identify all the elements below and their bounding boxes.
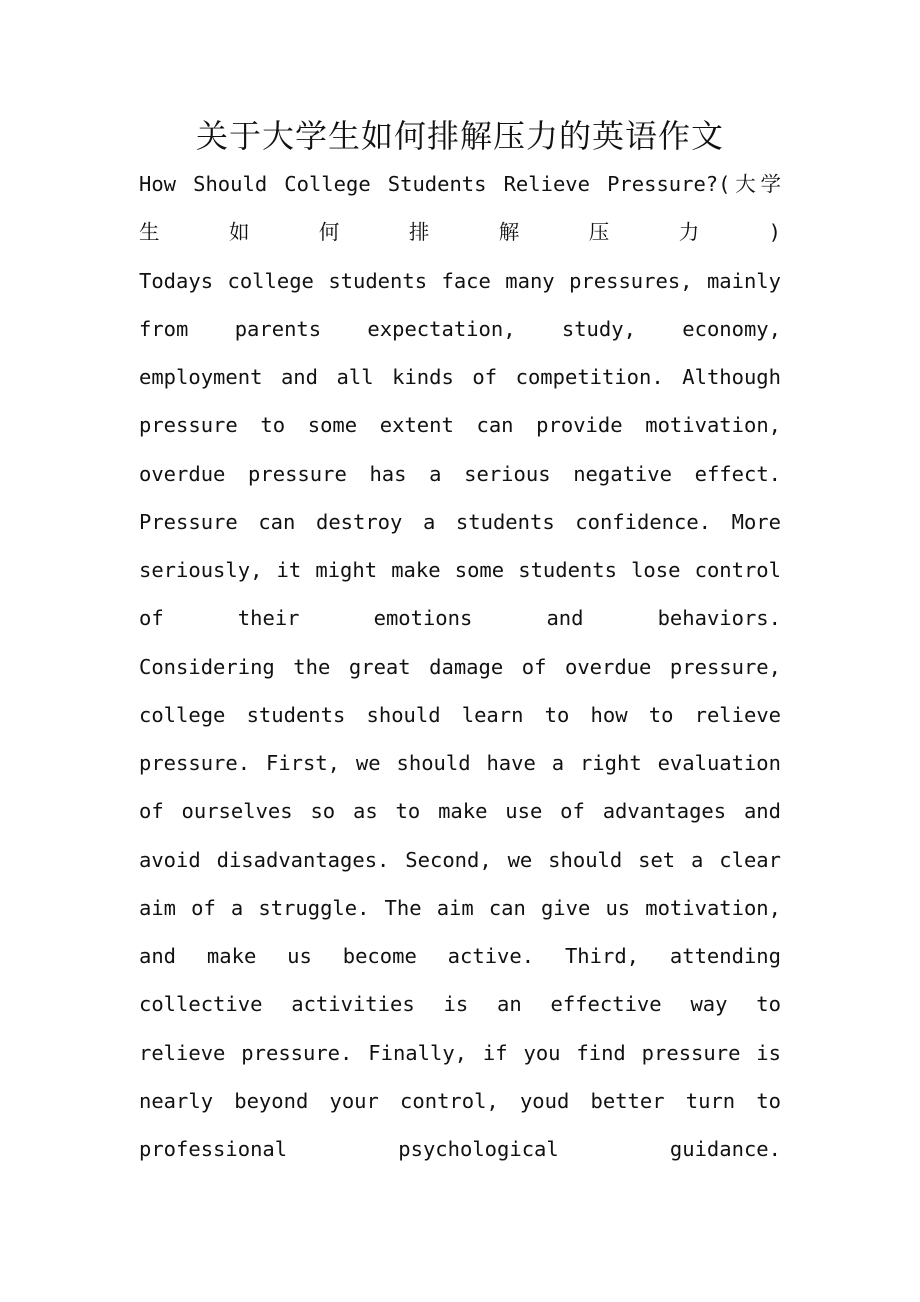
body-line: pressure to some extent can provide motivation, bbox=[139, 413, 781, 438]
body-line: Pressure can destroy a students confidence. More bbox=[139, 509, 781, 534]
body-line: 生 如 何 排 解 压 力 ) bbox=[139, 220, 781, 245]
body-line: of ourselves so as to make use of advantages and bbox=[139, 799, 781, 824]
body-line: avoid disadvantages. Second, we should set a clear bbox=[139, 847, 781, 872]
body-line: overdue pressure has a serious negative effect. bbox=[139, 461, 781, 486]
body-line: aim of a struggle. The aim can give us motivation, bbox=[139, 895, 781, 920]
body-line: Considering the great damage of overdue pressure, bbox=[139, 654, 781, 679]
body-line: collective activities is an effective way to bbox=[139, 992, 781, 1017]
body-line: employment and all kinds of competition. Although bbox=[139, 365, 781, 389]
body-line: of their emotions and behaviors. bbox=[139, 606, 781, 631]
body-line: nearly beyond your control, youd better turn to bbox=[139, 1088, 781, 1113]
document-title: 关于大学生如何排解压力的英语作文 bbox=[195, 117, 724, 155]
body-line: college students should learn to how to relieve bbox=[139, 702, 781, 727]
body-line: professional psychological guidance. bbox=[139, 1137, 781, 1161]
document-body bbox=[139, 160, 781, 1173]
body-line: and make us become active. Third, attending bbox=[139, 944, 781, 968]
body-line: from parents expectation, study, economy, bbox=[139, 316, 781, 341]
body-line: pressure. First, we should have a right evaluation bbox=[139, 751, 781, 775]
body-line: relieve pressure. Finally, if you find pressure is bbox=[139, 1040, 781, 1065]
body-line: seriously, it might make some students lose control bbox=[139, 558, 781, 582]
body-line: Todays college students face many pressures, mainly bbox=[139, 268, 781, 293]
body-line: How Should College Students Relieve Pressure?(大学 bbox=[139, 172, 781, 196]
